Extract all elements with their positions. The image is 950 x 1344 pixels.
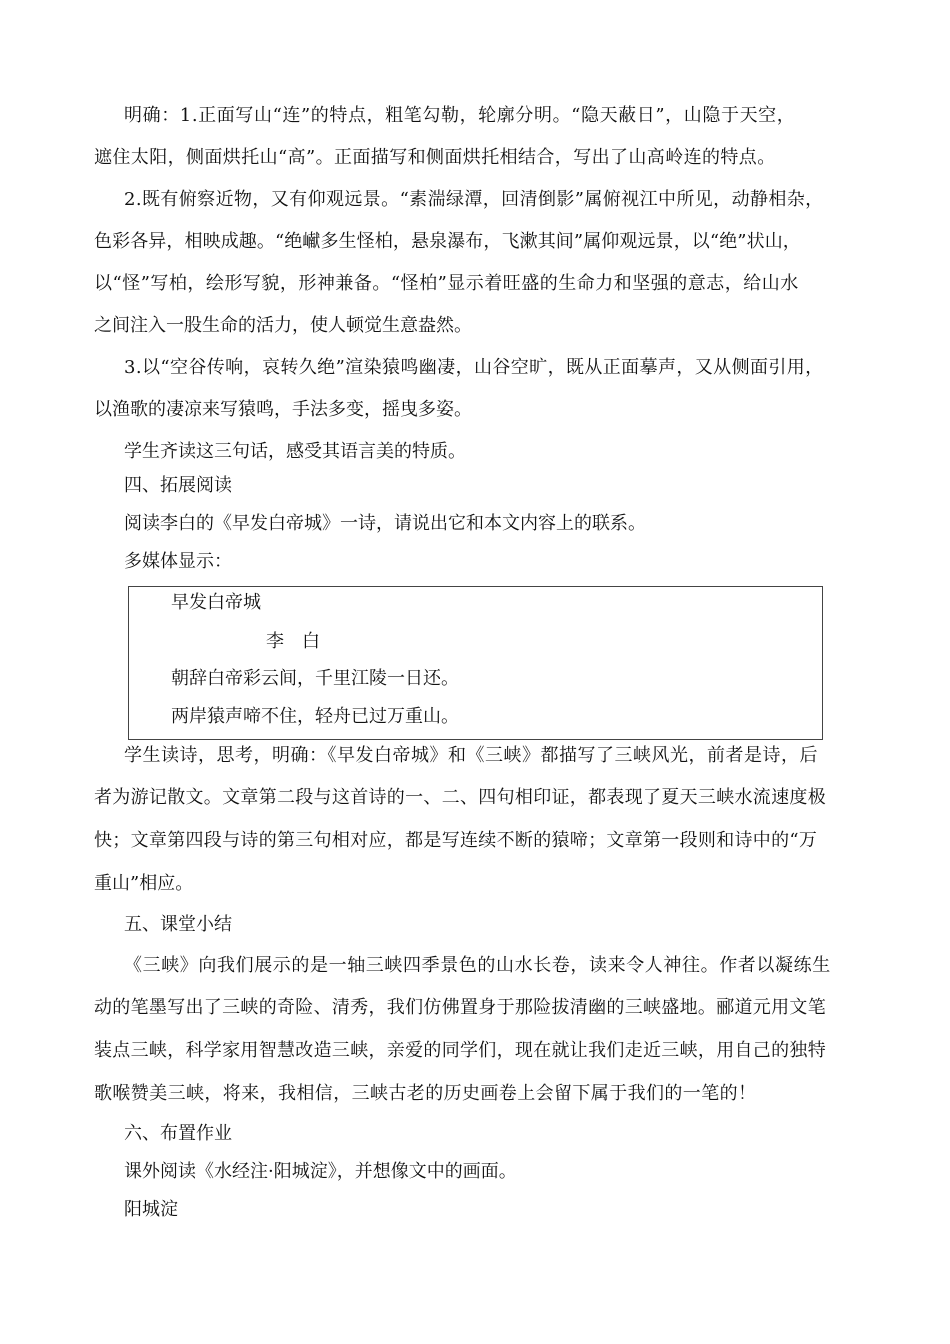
poem-author: 李 白 [266, 631, 320, 652]
paragraph-line: 遮住太阳，侧面烘托山“高”。正面描写和侧面烘托相结合，写出了山高岭连的特点。 [94, 147, 776, 168]
paragraph-line: 课外阅读《水经注·阳城淀》，并想像文中的画面。 [124, 1161, 517, 1182]
poem-line-2: 两岸猿声啼不住，轻舟已过万重山。 [171, 706, 459, 727]
paragraph-line: 3.以“空谷传响，哀转久绝”渲染猿鸣幽凄，山谷空旷，既从正面摹声，又从侧面引用， [124, 357, 824, 378]
paragraph-line: 多媒体显示： [124, 551, 232, 572]
paragraph-line: 动的笔墨写出了三峡的奇险、清秀，我们仿佛置身于那险拔清幽的三峡盛地。郦道元用文笔 [94, 997, 826, 1018]
paragraph-line: 2.既有俯察近物，又有仰观远景。“素湍绿潭，回清倒影”属俯视江中所见，动静相杂， [124, 189, 824, 210]
paragraph-line: 色彩各异，相映成趣。“绝𪩘多生怪柏，悬泉瀑布，飞漱其间”属仰观远景，以“绝”状山， [94, 231, 801, 252]
poem-title: 早发白帝城 [171, 592, 261, 613]
section-heading: 四、拓展阅读 [124, 475, 232, 496]
paragraph-line: 学生齐读这三句话，感受其语言美的特质。 [124, 441, 466, 462]
paragraph-line: 快；文章第四段与诗的第三句相对应，都是写连续不断的猿啼；文章第一段则和诗中的“万 [94, 830, 818, 851]
paragraph-line: 装点三峡，科学家用智慧改造三峡，亲爱的同学们，现在就让我们走近三峡，用自己的独特 [94, 1040, 826, 1061]
section-heading: 五、课堂小结 [124, 914, 232, 935]
paragraph-line: 阅读李白的《早发白帝城》一诗，请说出它和本文内容上的联系。 [124, 513, 646, 534]
paragraph-line: 者为游记散文。文章第二段与这首诗的一、二、四句相印证，都表现了夏天三峡水流速度极 [94, 787, 826, 808]
paragraph-line: 重山”相应。 [94, 873, 194, 894]
poem-line-1: 朝辞白帝彩云间，千里江陵一日还。 [171, 668, 459, 689]
section-heading: 六、布置作业 [124, 1123, 232, 1144]
paragraph-line: 明确：1.正面写山“连”的特点，粗笔勾勒，轮廓分明。“隐天蔽日”，山隐于天空， [124, 105, 796, 126]
paragraph-line: 阳城淀 [124, 1199, 178, 1220]
paragraph-line: 之间注入一股生命的活力，使人顿觉生意盎然。 [94, 315, 472, 336]
paragraph-line: 学生读诗，思考，明确：《早发白帝城》和《三峡》都描写了三峡风光，前者是诗，后 [124, 745, 818, 766]
poem-box [128, 586, 823, 740]
paragraph-line: 《三峡》向我们展示的是一轴三峡四季景色的山水长卷，读来令人神往。作者以凝练生 [124, 955, 831, 976]
paragraph-line: 歌喉赞美三峡，将来，我相信，三峡古老的历史画卷上会留下属于我们的一笔的！ [94, 1083, 757, 1104]
paragraph-line: 以渔歌的凄凉来写猿鸣，手法多变，摇曳多姿。 [94, 399, 472, 420]
paragraph-line: 以“怪”写柏，绘形写貌，形神兼备。“怪柏”显示着旺盛的生命力和坚强的意志，给山水 [94, 273, 799, 294]
